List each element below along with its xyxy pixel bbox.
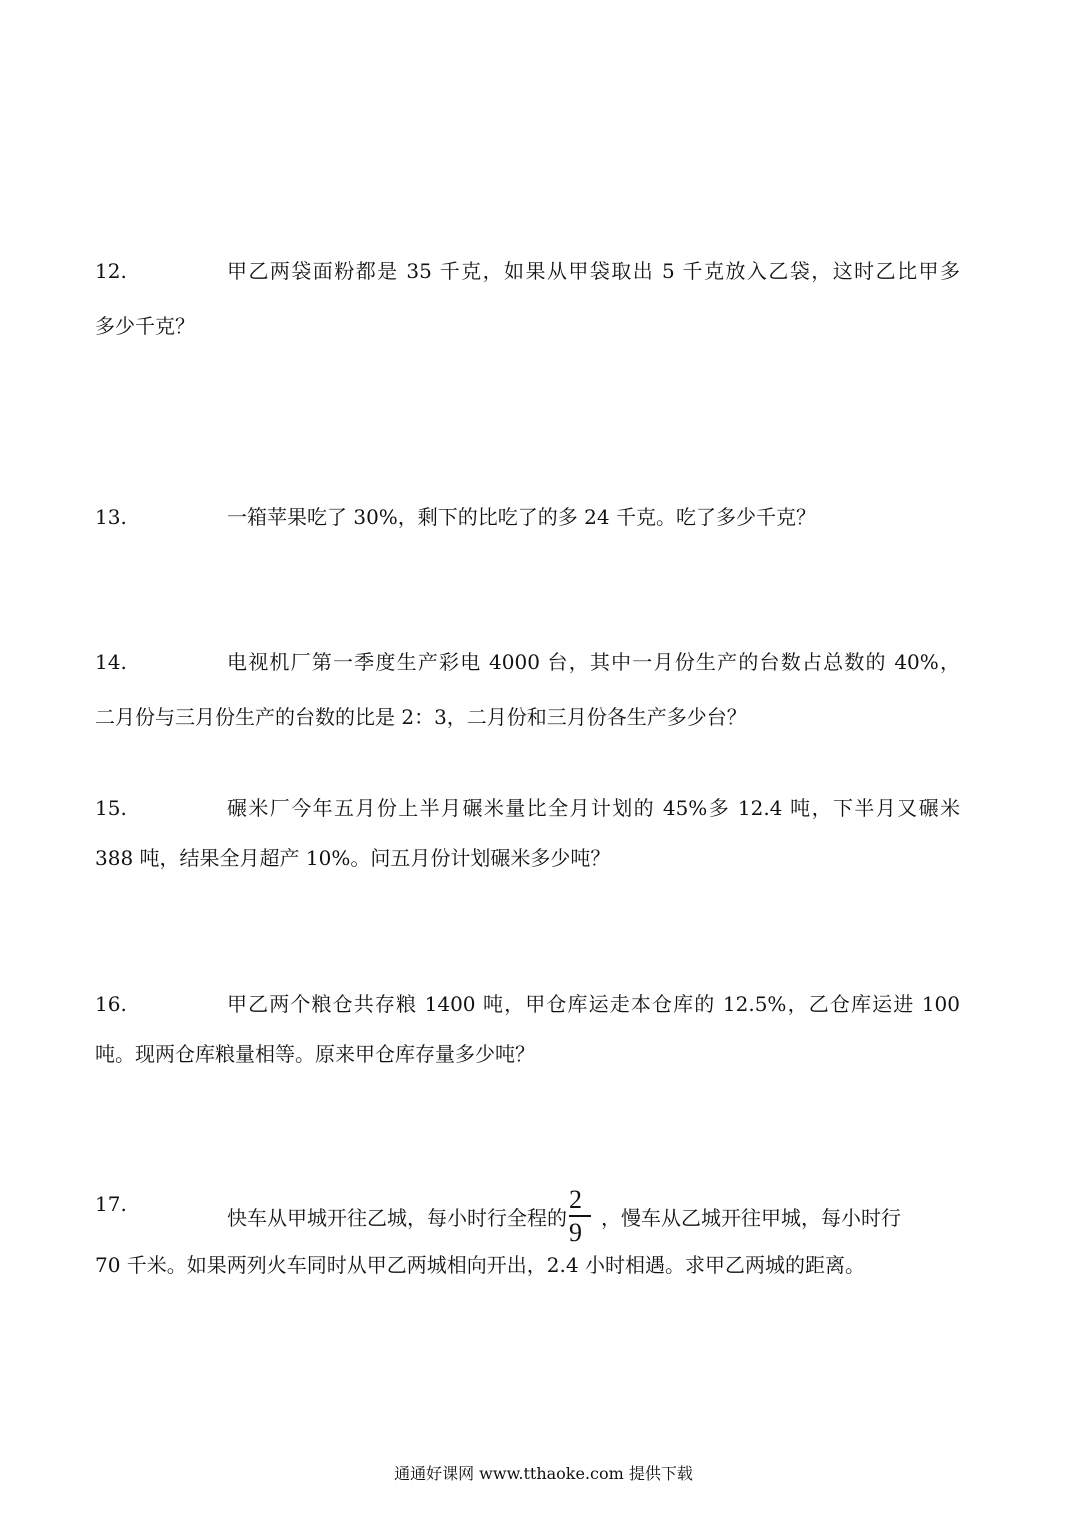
fraction-denominator: 9	[569, 1218, 582, 1247]
problem-text-before-fraction: 快车从甲城开往乙城，每小时行全程的	[227, 1206, 567, 1230]
problem-number: 16.	[95, 992, 127, 1016]
fraction-bar	[569, 1215, 591, 1217]
problem-text-line-1	[227, 1185, 901, 1247]
problem-number: 14.	[95, 650, 127, 674]
page-footer: 通通好课网 www.tthaoke.com 提供下载	[394, 1464, 693, 1483]
problem-text-line-1: 甲乙两个粮仓共存粮 1400 吨，甲仓库运走本仓库的 12.5%，乙仓库运进 100	[227, 992, 960, 1016]
problem-text-line-2: 388 吨，结果全月超产 10%。问五月份计划碾米多少吨？	[95, 846, 611, 870]
problem-number: 15.	[95, 796, 127, 820]
problem-text-line-1: 甲乙两袋面粉都是 35 千克，如果从甲袋取出 5 千克放入乙袋，这时乙比甲多	[227, 259, 960, 283]
fraction-numerator: 2	[569, 1185, 582, 1214]
fraction	[569, 1187, 591, 1246]
problem-number: 13.	[95, 505, 127, 529]
problem-text-line-2: 二月份与三月份生产的台数的比是 2：3，二月份和三月份各生产多少台？	[95, 705, 747, 729]
problem-text-line-2: 多少千克？	[95, 314, 195, 338]
problem-text-line-2: 70 千米。如果两列火车同时从甲乙两城相向开出，2.4 小时相遇。求甲乙两城的距离。	[95, 1253, 865, 1277]
problem-number: 17.	[95, 1192, 127, 1216]
problem-text-after-fraction: ，慢车从乙城开往甲城，每小时行	[601, 1206, 901, 1230]
problem-text-line-2: 吨。现两仓库粮量相等。原来甲仓库存量多少吨？	[95, 1042, 535, 1066]
problem-text-line-1: 一箱苹果吃了 30%，剩下的比吃了的多 24 千克。吃了多少千克？	[227, 505, 816, 529]
problem-text-line-1: 电视机厂第一季度生产彩电 4000 台，其中一月份生产的台数占总数的 40%，	[227, 650, 960, 674]
problem-text-line-1: 碾米厂今年五月份上半月碾米量比全月计划的 45%多 12.4 吨，下半月又碾米	[227, 796, 960, 820]
problem-number: 12.	[95, 259, 127, 283]
